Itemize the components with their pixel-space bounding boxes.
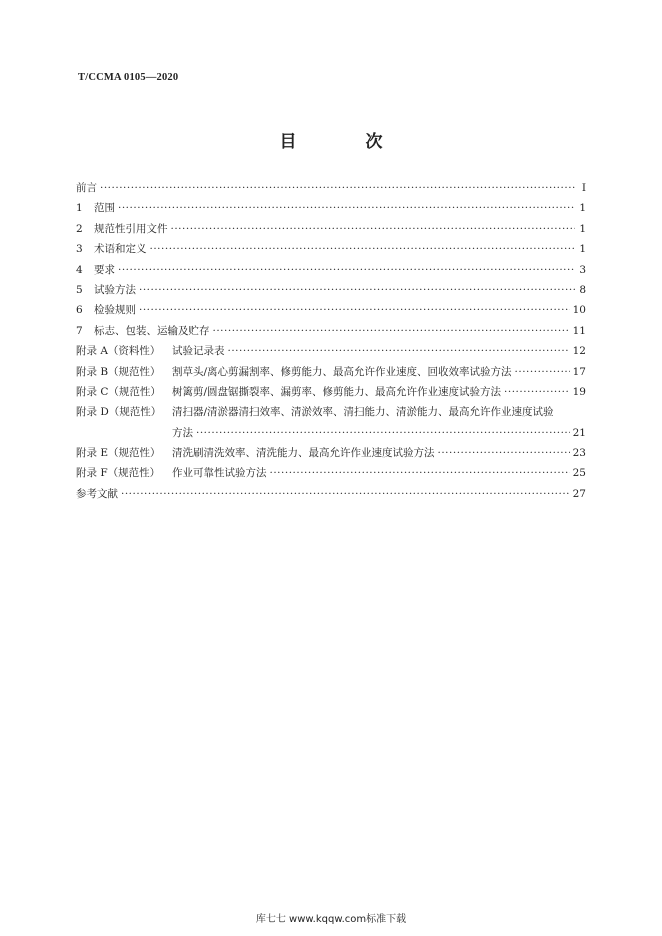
toc-entry-appendix-c[interactable] — [76, 382, 586, 402]
toc-entry-appendix-f[interactable] — [76, 463, 586, 483]
toc-entry-4[interactable] — [76, 260, 586, 280]
toc-entry-label: 前言 — [76, 182, 97, 194]
toc-entry-7[interactable] — [76, 321, 586, 341]
toc-entry-references[interactable] — [76, 484, 586, 504]
toc-entry-appendix-e[interactable] — [76, 443, 586, 463]
toc-entry-page: 1 — [579, 202, 586, 215]
toc-entry-page: 10 — [572, 304, 586, 317]
toc-entry-appendix-a[interactable] — [76, 341, 586, 361]
toc-entry-label: 范围 — [94, 202, 115, 215]
toc-leader-dots — [438, 443, 570, 463]
toc-entry-2[interactable] — [76, 219, 586, 239]
toc-entry-page: 17 — [572, 365, 586, 378]
appendix-label: 附录 E（规范性） — [76, 447, 161, 460]
toc-entry-page: 8 — [579, 283, 586, 296]
toc-leader-dots — [270, 463, 570, 483]
toc-entry-foreword[interactable] — [76, 178, 586, 198]
toc-entry-label: 标志、包装、运输及贮存 — [94, 324, 210, 337]
page-title: 目 次 — [279, 132, 409, 152]
appendix-label: 附录 D（规范性） — [76, 406, 162, 419]
toc-leader-dots — [139, 280, 575, 300]
toc-leader-dots — [150, 239, 576, 259]
toc-entry-label: 参考文献 — [76, 487, 118, 500]
toc-entry-page: 19 — [572, 385, 586, 398]
toc-entry-5[interactable] — [76, 280, 586, 300]
toc-leader-dots — [118, 260, 575, 280]
appendix-label: 附录 C（规范性） — [76, 385, 161, 398]
toc-entry-number: 6 — [76, 304, 83, 317]
toc-entry-label: 作业可靠性试验方法 — [172, 467, 267, 480]
toc-entry-number: 7 — [76, 324, 83, 337]
toc-entry-label: 试验方法 — [94, 283, 136, 296]
toc-entry-label: 要求 — [94, 263, 115, 276]
appendix-label: 附录 F（规范性） — [76, 467, 161, 480]
toc-entry-appendix-b[interactable] — [76, 362, 586, 382]
toc-leader-dots — [515, 362, 570, 382]
toc-entry-6[interactable] — [76, 300, 586, 320]
toc-entry-label: 清洗刷清洗效率、清洗能力、最高允许作业速度试验方法 — [172, 447, 435, 460]
toc-entry-page: 11 — [572, 324, 586, 337]
toc-entry-page: 12 — [572, 345, 586, 358]
toc-leader-dots — [139, 300, 570, 320]
toc-leader-dots — [504, 382, 570, 402]
toc-entry-page: 23 — [572, 447, 586, 460]
toc-entry-page: I — [581, 182, 586, 194]
toc-entry-label: 规范性引用文件 — [94, 222, 168, 235]
toc-entry-number: 5 — [76, 283, 83, 296]
toc-entry-number: 4 — [76, 263, 83, 276]
toc-entry-label: 术语和定义 — [94, 243, 147, 256]
toc-entry-number: 3 — [76, 243, 83, 256]
toc-entry-label: 清扫器/清淤器清扫效率、清淤效率、清扫能力、清淤能力、最高允许作业速度试验 — [172, 406, 554, 419]
toc-entry-label-continued: 方法 — [172, 426, 193, 439]
toc-leader-dots — [196, 423, 570, 443]
toc-entry-label: 检验规则 — [94, 304, 136, 317]
toc-leader-dots — [100, 178, 575, 198]
toc-entry-appendix-d[interactable] — [76, 402, 586, 422]
toc-entry-page: 21 — [572, 426, 586, 439]
toc-leader-dots — [213, 321, 570, 341]
document-code: T/CCMA 0105—2020 — [78, 72, 179, 83]
footer-watermark: 库七七 www.kqqw.com标准下载 — [255, 914, 407, 925]
toc-entry-number: 1 — [76, 202, 83, 215]
toc-leader-dots — [228, 341, 570, 361]
toc-leader-dots — [118, 198, 575, 218]
toc-entry-label: 割草头/离心剪漏割率、修剪能力、最高允许作业速度、回收效率试验方法 — [172, 365, 512, 378]
toc-entry-label: 试验记录表 — [172, 345, 225, 358]
toc-entry-1[interactable] — [76, 198, 586, 218]
toc-entry-appendix-d-continued[interactable] — [76, 423, 586, 443]
toc-entry-3[interactable] — [76, 239, 586, 259]
table-of-contents — [76, 178, 586, 504]
toc-leader-dots — [121, 484, 570, 504]
toc-entry-page: 27 — [572, 487, 586, 500]
appendix-label: 附录 B（规范性） — [76, 365, 161, 378]
toc-entry-page: 1 — [579, 243, 586, 256]
toc-entry-page: 3 — [579, 263, 586, 276]
toc-entry-page: 25 — [572, 467, 586, 480]
toc-entry-number: 2 — [76, 222, 83, 235]
appendix-label: 附录 A（资料性） — [76, 345, 161, 358]
toc-entry-page: 1 — [579, 222, 586, 235]
toc-leader-dots — [171, 219, 576, 239]
toc-entry-label: 树篱剪/圆盘锯撕裂率、漏剪率、修剪能力、最高允许作业速度试验方法 — [172, 385, 502, 398]
